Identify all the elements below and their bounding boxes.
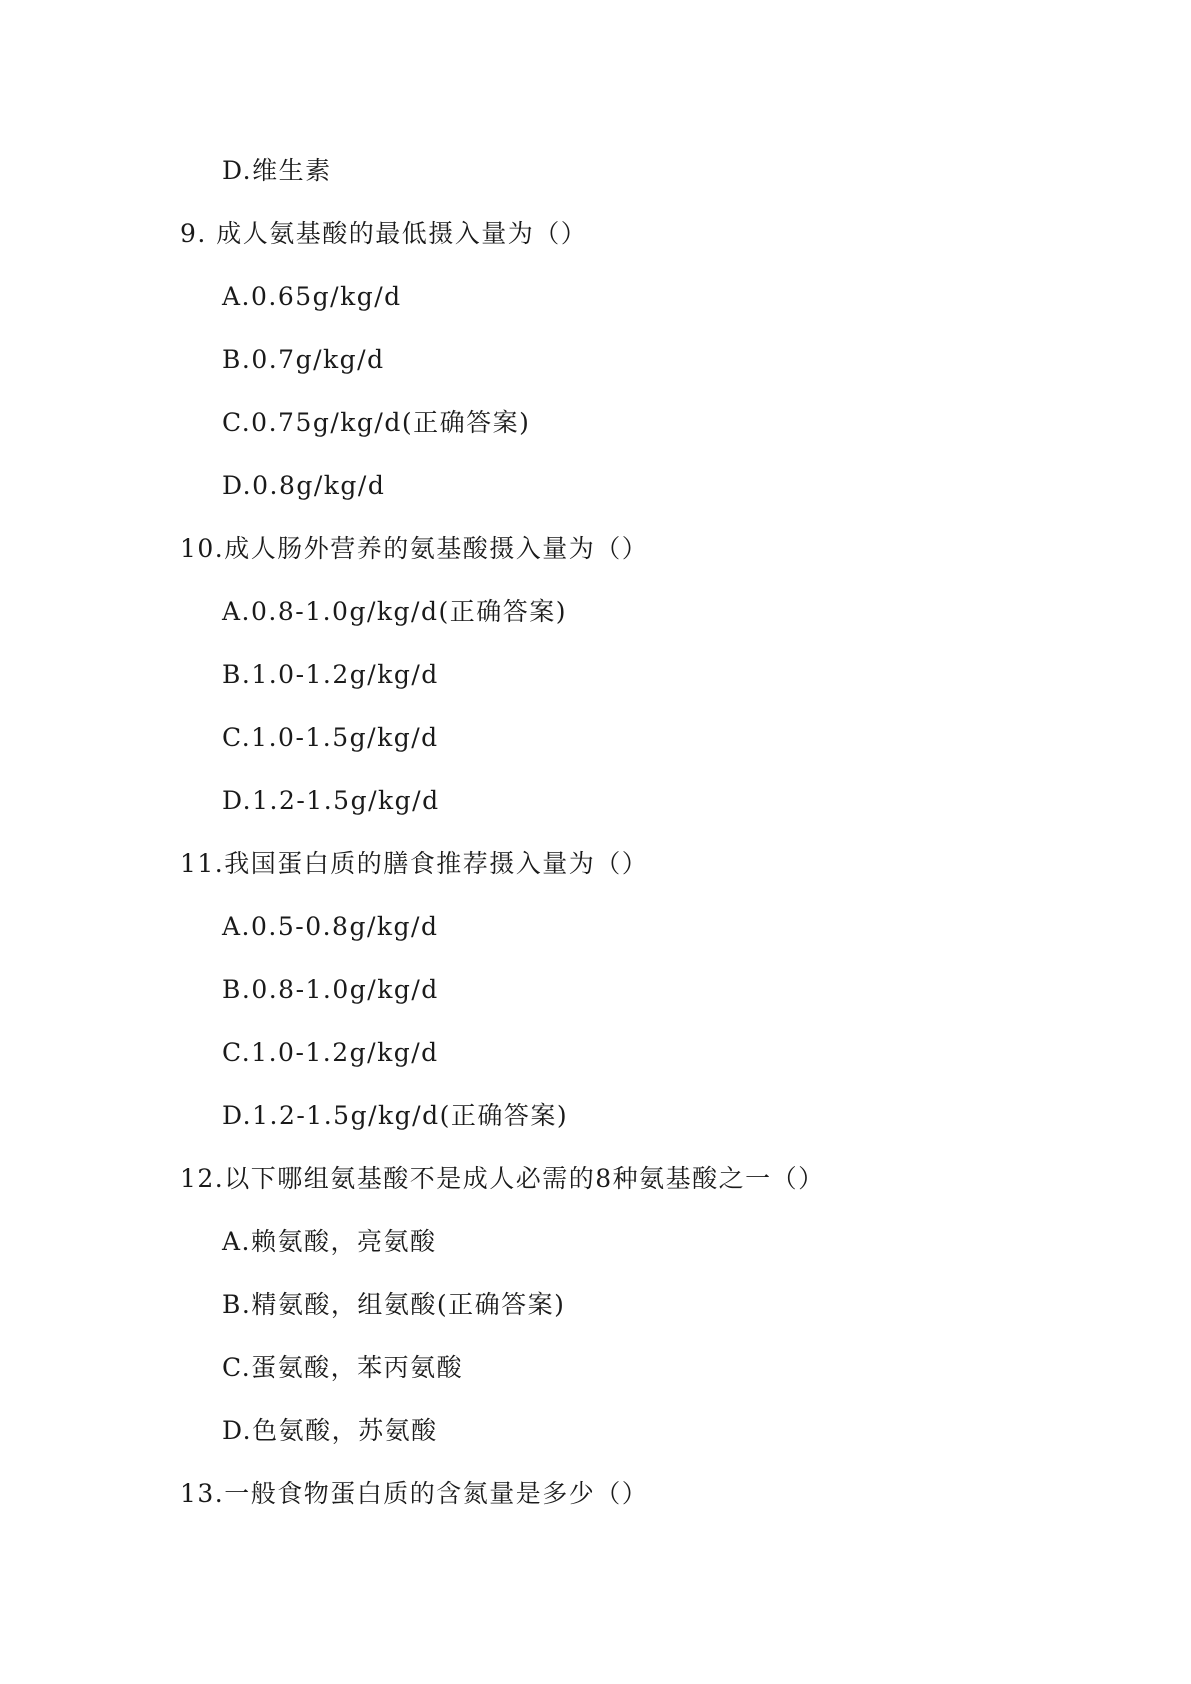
option-line: B.0.7g/kg/d xyxy=(222,345,385,374)
option-line: D.色氨酸，苏氨酸 xyxy=(222,1416,438,1445)
option-line: B.0.8-1.0g/kg/d xyxy=(222,975,439,1004)
option-line: D.1.2-1.5g/kg/d(正确答案) xyxy=(222,1101,569,1130)
option-line: A.赖氨酸，亮氨酸 xyxy=(222,1227,437,1256)
option-line: C.蛋氨酸，苯丙氨酸 xyxy=(222,1353,464,1382)
option-line: C.1.0-1.2g/kg/d xyxy=(222,1038,439,1067)
option-line: D.0.8g/kg/d xyxy=(222,471,386,500)
option-line: A.0.65g/kg/d xyxy=(222,282,402,311)
option-line: A.0.5-0.8g/kg/d xyxy=(222,912,439,941)
question-line: 12.以下哪组氨基酸不是成人必需的8种氨基酸之一（） xyxy=(180,1164,825,1193)
option-line: D.1.2-1.5g/kg/d xyxy=(222,786,440,815)
question-line: 10.成人肠外营养的氨基酸摄入量为（） xyxy=(180,534,649,563)
option-line: D.维生素 xyxy=(222,156,332,185)
question-line: 13.一般食物蛋白质的含氮量是多少（） xyxy=(180,1479,649,1508)
option-line: B.精氨酸，组氨酸(正确答案) xyxy=(222,1290,566,1319)
option-line: C.0.75g/kg/d(正确答案) xyxy=(222,408,531,437)
question-line: 9. 成人氨基酸的最低摄入量为（） xyxy=(180,219,588,248)
question-line: 11.我国蛋白质的膳食推荐摄入量为（） xyxy=(180,849,649,878)
option-line: B.1.0-1.2g/kg/d xyxy=(222,660,439,689)
option-line: C.1.0-1.5g/kg/d xyxy=(222,723,439,752)
option-line: A.0.8-1.0g/kg/d(正确答案) xyxy=(222,597,567,626)
